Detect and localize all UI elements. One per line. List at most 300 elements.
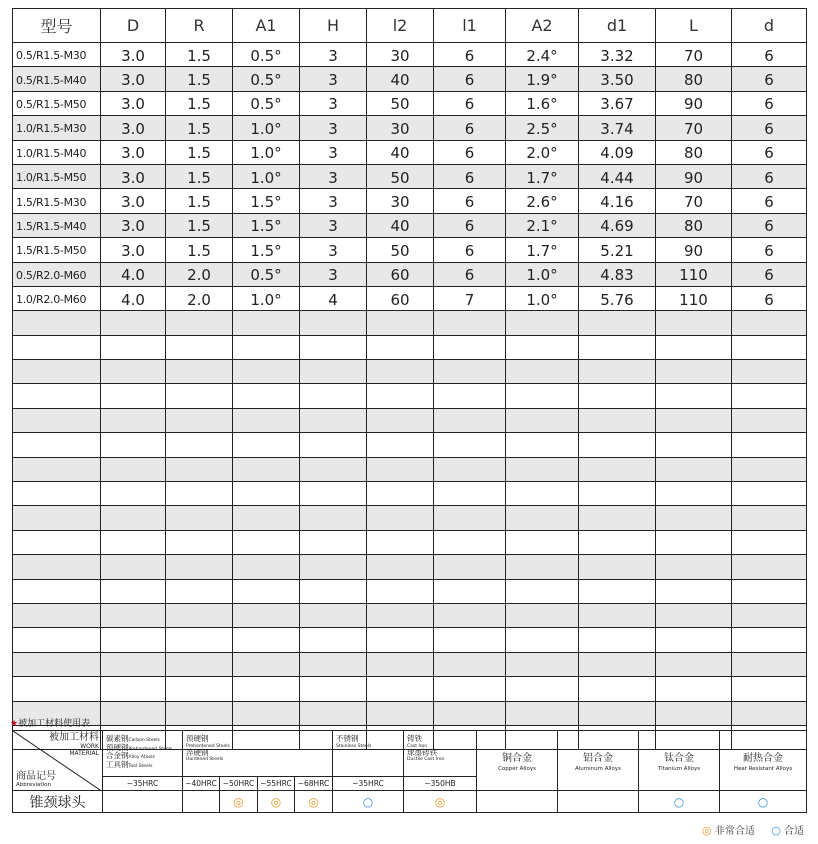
table-cell — [732, 433, 807, 457]
suitable-icon: ○ — [673, 794, 685, 809]
model-cell: 1.0/R1.5-M40 — [13, 140, 101, 164]
rating-cell — [639, 791, 720, 813]
table-cell — [233, 701, 300, 725]
table-row — [13, 677, 807, 701]
stainless-cell: 不锈钢 Stainless Steels — [333, 731, 404, 777]
table-cell — [367, 384, 434, 408]
table-row — [13, 530, 807, 554]
work-material-label: 被加工材料 WORK MATERIAL — [49, 732, 99, 757]
table-cell — [506, 677, 579, 701]
table-cell — [166, 433, 233, 457]
table-row — [13, 652, 807, 676]
table-cell: 4.44 — [579, 164, 656, 188]
suitable-icon: ○ — [362, 794, 374, 809]
heat-resistant-cell: 耐热合金 Heat Resistant Alloys — [720, 731, 807, 791]
table-cell: 1.9° — [506, 67, 579, 91]
table-cell — [506, 360, 579, 384]
table-cell — [166, 360, 233, 384]
rating-cell — [103, 791, 183, 813]
table-cell — [367, 701, 434, 725]
table-cell — [434, 579, 506, 603]
table-cell — [656, 360, 732, 384]
hardness-cell: ~68HRC — [295, 777, 333, 791]
table-cell: 50 — [367, 164, 434, 188]
table-cell — [434, 384, 506, 408]
model-cell — [13, 603, 101, 627]
table-cell — [506, 579, 579, 603]
table-row — [13, 701, 807, 725]
model-cell — [13, 506, 101, 530]
table-cell — [233, 555, 300, 579]
table-cell: 1.6° — [506, 91, 579, 115]
table-cell: 2.1° — [506, 213, 579, 237]
table-cell — [367, 603, 434, 627]
column-header: D — [101, 9, 166, 43]
table-cell — [233, 652, 300, 676]
table-cell — [579, 677, 656, 701]
table-cell — [579, 457, 656, 481]
table-cell — [367, 628, 434, 652]
very-suitable-icon: ◎ — [270, 794, 282, 809]
table-cell — [434, 433, 506, 457]
table-cell — [656, 457, 732, 481]
table-row — [13, 457, 807, 481]
model-cell — [13, 628, 101, 652]
table-row — [13, 506, 807, 530]
hardness-cell: ~55HRC — [258, 777, 295, 791]
table-cell — [101, 603, 166, 627]
table-cell: 90 — [656, 164, 732, 188]
table-cell — [732, 555, 807, 579]
table-cell — [367, 408, 434, 432]
table-cell — [300, 482, 367, 506]
table-cell — [656, 579, 732, 603]
table-cell: 50 — [367, 238, 434, 262]
table-cell: 110 — [656, 262, 732, 286]
table-cell — [367, 506, 434, 530]
table-cell — [166, 530, 233, 554]
product-row — [13, 791, 807, 813]
table-row — [13, 238, 807, 262]
table-cell — [101, 360, 166, 384]
table-cell — [367, 335, 434, 359]
table-cell — [300, 555, 367, 579]
table-row — [13, 286, 807, 310]
table-cell: 3 — [300, 116, 367, 140]
table-cell — [434, 457, 506, 481]
table-cell: 1.7° — [506, 238, 579, 262]
table-cell: 90 — [656, 91, 732, 115]
column-header: L — [656, 9, 732, 43]
table-cell — [732, 603, 807, 627]
column-header: 型号 — [13, 9, 101, 43]
table-cell — [233, 360, 300, 384]
table-cell — [300, 335, 367, 359]
table-cell: 6 — [434, 43, 506, 67]
table-row — [13, 603, 807, 627]
table-cell — [579, 408, 656, 432]
table-cell — [732, 701, 807, 725]
table-cell — [579, 652, 656, 676]
table-cell — [233, 530, 300, 554]
material-table — [12, 730, 807, 813]
table-cell — [101, 677, 166, 701]
rating-cell — [295, 791, 333, 813]
column-header: d1 — [579, 9, 656, 43]
table-cell: 40 — [367, 213, 434, 237]
cast-iron-cell: 铸铁 Cast Iron 球墨铸铁 Ductile Cast Iron — [404, 731, 477, 777]
table-cell: 3.67 — [579, 91, 656, 115]
rating-cell — [220, 791, 258, 813]
model-cell — [13, 384, 101, 408]
table-row — [13, 262, 807, 286]
table-cell — [101, 311, 166, 335]
table-cell — [434, 311, 506, 335]
spec-header-row — [13, 9, 807, 43]
table-cell — [101, 579, 166, 603]
table-cell: 6 — [732, 189, 807, 213]
table-cell — [300, 360, 367, 384]
table-cell: 40 — [367, 67, 434, 91]
table-cell: 6 — [732, 67, 807, 91]
model-cell: 0.5/R1.5-M40 — [13, 67, 101, 91]
table-cell — [434, 677, 506, 701]
table-cell — [506, 506, 579, 530]
table-cell — [434, 530, 506, 554]
table-cell: 3 — [300, 189, 367, 213]
table-cell: 1.5 — [166, 238, 233, 262]
table-cell — [732, 360, 807, 384]
model-cell — [13, 360, 101, 384]
suitability-legend — [702, 822, 804, 837]
table-cell: 2.0 — [166, 262, 233, 286]
table-cell — [732, 677, 807, 701]
model-cell — [13, 530, 101, 554]
table-cell: 1.5 — [166, 116, 233, 140]
table-cell — [656, 384, 732, 408]
steel-group-cell: 碳素钢Carbon Steels 预硬钢Prehardened Steels 合金钢Alloy Atools 工具钢Tool Steels — [103, 731, 183, 777]
table-cell — [166, 384, 233, 408]
table-cell: 5.21 — [579, 238, 656, 262]
table-cell — [300, 408, 367, 432]
table-cell: 6 — [732, 164, 807, 188]
table-cell: 30 — [367, 43, 434, 67]
table-cell — [656, 408, 732, 432]
table-cell — [367, 433, 434, 457]
table-cell: 3.0 — [101, 164, 166, 188]
table-row — [13, 116, 807, 140]
table-cell: 110 — [656, 286, 732, 310]
table-cell — [434, 652, 506, 676]
table-cell: 70 — [656, 116, 732, 140]
table-cell — [101, 506, 166, 530]
model-cell — [13, 311, 101, 335]
table-cell: 1.5 — [166, 43, 233, 67]
table-cell: 80 — [656, 140, 732, 164]
table-cell — [506, 384, 579, 408]
table-cell: 1.0° — [506, 262, 579, 286]
table-cell: 30 — [367, 189, 434, 213]
table-cell — [367, 555, 434, 579]
rating-cell — [558, 791, 639, 813]
table-cell — [579, 579, 656, 603]
table-cell — [367, 530, 434, 554]
table-cell: 3 — [300, 91, 367, 115]
table-cell — [233, 408, 300, 432]
table-cell: 3.0 — [101, 140, 166, 164]
table-row — [13, 555, 807, 579]
table-cell — [166, 482, 233, 506]
table-row — [13, 482, 807, 506]
table-cell: 3.32 — [579, 43, 656, 67]
table-cell: 80 — [656, 213, 732, 237]
table-cell: 4.0 — [101, 262, 166, 286]
table-cell — [579, 530, 656, 554]
table-cell — [101, 628, 166, 652]
table-cell — [434, 628, 506, 652]
model-cell: 1.0/R2.0-M60 — [13, 286, 101, 310]
abbreviation-label: 商品记号 Abbreviation — [16, 770, 56, 788]
table-cell: 4 — [300, 286, 367, 310]
table-cell: 4.83 — [579, 262, 656, 286]
column-header: l1 — [434, 9, 506, 43]
rating-cell — [477, 791, 558, 813]
table-cell: 3.0 — [101, 213, 166, 237]
table-cell: 1.5 — [166, 189, 233, 213]
table-cell — [732, 311, 807, 335]
model-cell — [13, 677, 101, 701]
table-row — [13, 408, 807, 432]
table-cell — [300, 701, 367, 725]
hardness-cell: ~350HB — [404, 777, 477, 791]
table-cell — [233, 677, 300, 701]
table-cell: 6 — [732, 91, 807, 115]
table-cell: 1.5 — [166, 140, 233, 164]
table-cell: 6 — [732, 238, 807, 262]
table-cell: 6 — [434, 189, 506, 213]
table-cell — [367, 579, 434, 603]
table-cell — [233, 384, 300, 408]
model-cell: 1.5/R1.5-M50 — [13, 238, 101, 262]
table-cell — [506, 603, 579, 627]
table-cell: 3.74 — [579, 116, 656, 140]
table-cell — [434, 482, 506, 506]
column-header: H — [300, 9, 367, 43]
table-cell: 6 — [434, 91, 506, 115]
material-caption — [10, 716, 90, 729]
table-cell — [367, 457, 434, 481]
table-cell — [367, 677, 434, 701]
table-cell — [732, 482, 807, 506]
model-cell: 1.0/R1.5-M30 — [13, 116, 101, 140]
table-cell — [300, 628, 367, 652]
table-cell — [434, 360, 506, 384]
table-cell: 6 — [434, 67, 506, 91]
star-icon: ★ — [10, 719, 19, 729]
table-row — [13, 384, 807, 408]
hardness-cell: ~35HRC — [333, 777, 404, 791]
model-cell — [13, 482, 101, 506]
rating-cell — [258, 791, 295, 813]
table-cell: 2.0° — [506, 140, 579, 164]
table-cell — [233, 628, 300, 652]
model-cell: 0.5/R2.0-M60 — [13, 262, 101, 286]
table-cell — [506, 482, 579, 506]
table-cell: 50 — [367, 91, 434, 115]
table-cell — [166, 457, 233, 481]
table-cell — [367, 482, 434, 506]
rating-cell — [404, 791, 477, 813]
table-cell — [367, 311, 434, 335]
table-cell — [166, 603, 233, 627]
table-cell: 40 — [367, 140, 434, 164]
table-cell — [101, 530, 166, 554]
model-cell: 1.5/R1.5-M30 — [13, 189, 101, 213]
column-header: d — [732, 9, 807, 43]
table-cell — [579, 555, 656, 579]
rating-cell — [183, 791, 220, 813]
table-row — [13, 433, 807, 457]
table-cell — [367, 652, 434, 676]
table-cell: 1.0° — [506, 286, 579, 310]
table-cell — [101, 482, 166, 506]
table-cell — [101, 652, 166, 676]
table-cell: 70 — [656, 43, 732, 67]
table-cell — [166, 677, 233, 701]
table-cell — [233, 603, 300, 627]
table-cell: 3 — [300, 213, 367, 237]
table-row — [13, 67, 807, 91]
model-cell — [13, 652, 101, 676]
table-cell — [166, 652, 233, 676]
model-cell — [13, 408, 101, 432]
very-suitable-icon: ◎ — [702, 824, 712, 837]
column-header: l2 — [367, 9, 434, 43]
table-cell — [506, 311, 579, 335]
table-cell — [434, 408, 506, 432]
table-cell — [506, 555, 579, 579]
hardened-group-cell: 预硬钢 Prehardened Steels 淬硬钢 Hardened Steels — [183, 731, 333, 777]
table-cell — [656, 482, 732, 506]
table-cell: 70 — [656, 189, 732, 213]
model-cell: 1.5/R1.5-M40 — [13, 213, 101, 237]
table-cell — [579, 482, 656, 506]
table-cell — [579, 433, 656, 457]
table-cell: 2.5° — [506, 116, 579, 140]
table-cell — [732, 457, 807, 481]
table-cell: 1.5 — [166, 213, 233, 237]
spec-body — [13, 43, 807, 750]
table-cell — [101, 335, 166, 359]
product-name: 锥颈球头 — [13, 791, 103, 813]
table-cell — [579, 384, 656, 408]
table-cell — [166, 628, 233, 652]
model-cell — [13, 457, 101, 481]
table-cell — [656, 677, 732, 701]
table-cell: 6 — [434, 262, 506, 286]
table-cell: 6 — [434, 164, 506, 188]
table-cell — [166, 335, 233, 359]
table-cell — [101, 555, 166, 579]
aluminum-cell: 铝合金 Aluminum Alloys — [558, 731, 639, 791]
table-cell: 3 — [300, 43, 367, 67]
table-cell — [506, 335, 579, 359]
table-cell: 2.4° — [506, 43, 579, 67]
table-cell: 3 — [300, 140, 367, 164]
hardness-cell: ~50HRC — [220, 777, 258, 791]
table-row — [13, 189, 807, 213]
table-cell — [434, 603, 506, 627]
suitable-icon: ○ — [771, 824, 781, 837]
very-suitable-icon: ◎ — [434, 794, 446, 809]
corner-header — [13, 731, 103, 791]
table-cell — [101, 408, 166, 432]
table-cell — [656, 652, 732, 676]
table-cell — [101, 433, 166, 457]
table-cell — [732, 335, 807, 359]
table-cell — [300, 652, 367, 676]
table-cell — [656, 506, 732, 530]
model-cell — [13, 555, 101, 579]
table-cell: 60 — [367, 262, 434, 286]
table-cell — [506, 408, 579, 432]
table-cell — [101, 384, 166, 408]
table-cell — [300, 530, 367, 554]
table-cell — [579, 506, 656, 530]
table-cell — [506, 530, 579, 554]
table-cell: 80 — [656, 67, 732, 91]
model-cell: 0.5/R1.5-M50 — [13, 91, 101, 115]
table-row — [13, 213, 807, 237]
table-row — [13, 360, 807, 384]
table-cell — [434, 335, 506, 359]
model-cell — [13, 579, 101, 603]
table-row — [13, 579, 807, 603]
table-cell — [300, 677, 367, 701]
table-cell — [656, 311, 732, 335]
table-cell: 0.5° — [233, 262, 300, 286]
table-cell: 1.7° — [506, 164, 579, 188]
rating-cell — [720, 791, 807, 813]
table-cell: 1.0° — [233, 286, 300, 310]
table-cell — [300, 457, 367, 481]
rating-cell — [333, 791, 404, 813]
table-cell — [656, 555, 732, 579]
spec-table — [12, 8, 807, 750]
table-cell — [656, 530, 732, 554]
table-cell — [233, 311, 300, 335]
titanium-cell: 钛合金 Titanium Alloys — [639, 731, 720, 791]
table-row — [13, 140, 807, 164]
table-cell: 3 — [300, 164, 367, 188]
table-cell — [434, 555, 506, 579]
table-cell: 6 — [732, 213, 807, 237]
table-cell: 4.09 — [579, 140, 656, 164]
table-cell — [506, 701, 579, 725]
table-cell — [656, 335, 732, 359]
table-cell: 3.0 — [101, 238, 166, 262]
table-cell: 1.0° — [233, 116, 300, 140]
table-cell — [233, 457, 300, 481]
table-cell — [300, 311, 367, 335]
material-caption-text: 被加工材料使用表 — [18, 719, 91, 729]
table-cell — [101, 701, 166, 725]
table-row — [13, 164, 807, 188]
table-cell: 1.0° — [233, 140, 300, 164]
table-cell — [166, 506, 233, 530]
table-cell: 1.5 — [166, 91, 233, 115]
table-cell: 1.5° — [233, 238, 300, 262]
